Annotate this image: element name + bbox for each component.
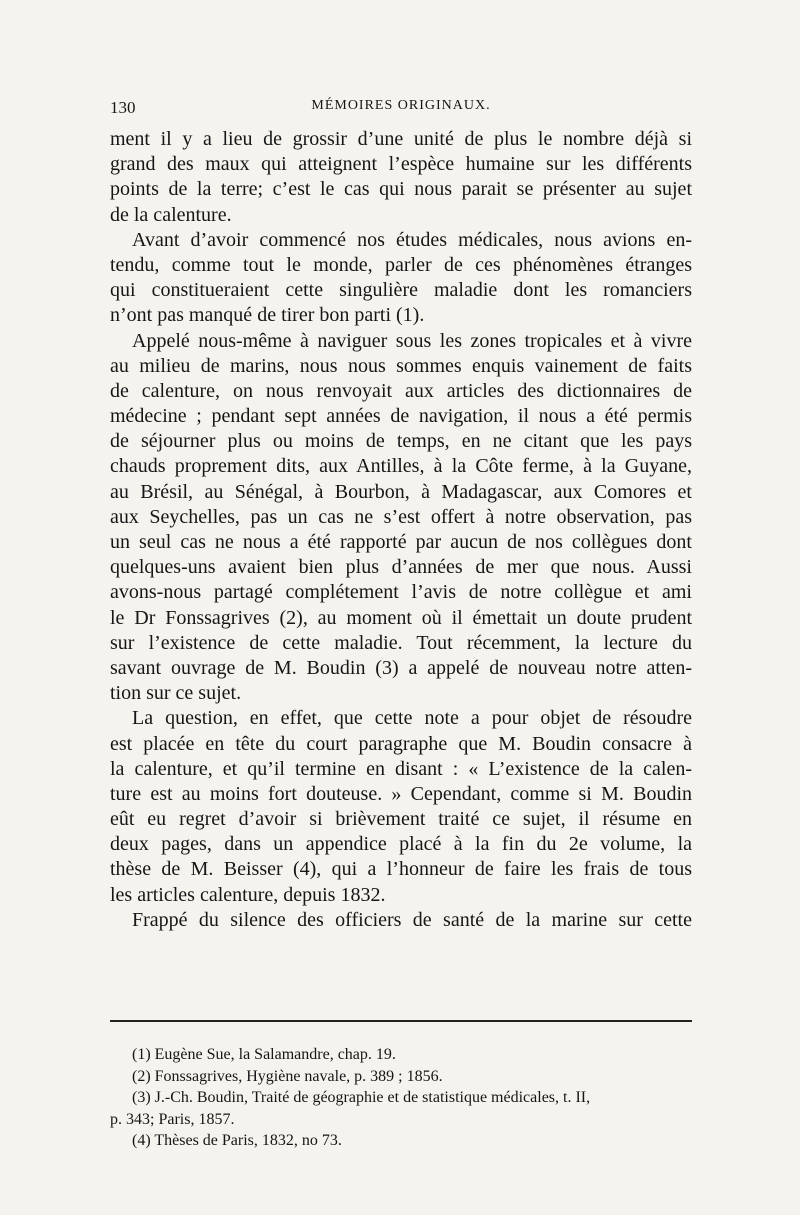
text-line: La question, en effet, que cette note a pour objet de résoudre (132, 707, 692, 730)
text-line: au milieu de marins, nous nous sommes enquis vainement de faits (110, 354, 692, 377)
text-line: est placée en tête du court paragraphe que M. Boudin consacre à (110, 732, 692, 755)
text-line: quelques-uns avaient bien plus d’années de mer que nous. Aussi (110, 556, 692, 579)
text-line: ment il y a lieu de grossir d’une unité de plus le nombre déjà si (110, 128, 692, 150)
text-line: thèse de M. Beisser (4), qui a l’honneur de faire les frais de tous (110, 858, 692, 881)
footnote: (2) Fonssagrives, Hygiène navale, p. 389 ; 1856. (132, 1067, 443, 1085)
footnotes (110, 1044, 692, 1152)
footnote: (1) Eugène Sue, la Salamandre, chap. 19. (132, 1046, 396, 1063)
footnote: (3) J.-Ch. Boudin, Traité de géographie et de statistique médicales, t. II, (132, 1089, 591, 1106)
text-line: tion sur ce sujet. (110, 682, 242, 705)
footnote: p. 343; Paris, 1857. (110, 1110, 235, 1128)
text-line: grand des maux qui atteignent l’espèce humaine sur les différents (110, 153, 692, 176)
text-line: de la calenture. (110, 203, 232, 226)
text-line: Avant d’avoir commencé nos études médicales, nous avions en- (132, 228, 692, 251)
text-line: le Dr Fonssagrives (2), au moment où il émettait un doute prudent (110, 606, 692, 629)
text-line: aux Seychelles, pas un cas ne s’est offert à notre observation, pas (110, 505, 692, 528)
body-text (110, 127, 692, 933)
running-head: MÉMOIRES ORIGINAUX. (311, 98, 491, 113)
text-line: la calenture, et qu’il termine en disant : « L’existence de la calen- (110, 757, 692, 780)
text-line: au Brésil, au Sénégal, à Bourbon, à Madagascar, aux Comores et (110, 480, 692, 503)
text-line: eût eu regret d’avoir si brièvement traité ce sujet, il résume en (110, 808, 692, 831)
page-header (110, 98, 692, 122)
text-line: médecine ; pendant sept années de navigation, il nous a été permis (110, 405, 692, 428)
footnote-rule (110, 1020, 692, 1022)
text-line: tendu, comme tout le monde, parler de ces phénomènes étranges (110, 253, 692, 276)
page-number: 130 (110, 98, 136, 117)
text-line: ture est au moins fort douteuse. » Cependant, comme si M. Boudin (110, 782, 692, 805)
text-line: n’ont pas manqué de tirer bon parti (1). (110, 304, 425, 327)
text-line: chauds proprement dits, aux Antilles, à la Côte ferme, à la Guyane, (110, 455, 692, 478)
text-line: points de la terre; c’est le cas qui nous parait se présenter au sujet (110, 178, 692, 201)
text-line: qui constitueraient cette singulière maladie dont les romanciers (110, 279, 692, 302)
text-line: avons-nous partagé complétement l’avis de notre collègue et ami (110, 581, 692, 604)
text-line: deux pages, dans un appendice placé à la fin du 2e volume, la (110, 833, 692, 856)
text-line: un seul cas ne nous a été rapporté par aucun de nos collègues dont (110, 531, 692, 553)
text-line: Appelé nous-même à naviguer sous les zones tropicales et à vivre (132, 329, 692, 352)
text-line: savant ouvrage de M. Boudin (3) a appelé de nouveau notre atten- (110, 656, 692, 679)
text-line: de calenture, on nous renvoyait aux articles des dictionnaires de (110, 379, 692, 402)
text-line: de séjourner plus ou moins de temps, en ne citant que les pays (110, 430, 692, 453)
text-line: les articles calenture, depuis 1832. (110, 883, 386, 906)
footnote: (4) Thèses de Paris, 1832, no 73. (132, 1132, 342, 1149)
text-line: Frappé du silence des officiers de santé de la marine sur cette (132, 908, 692, 931)
text-line: sur l’existence de cette maladie. Tout récemment, la lecture du (110, 631, 692, 654)
